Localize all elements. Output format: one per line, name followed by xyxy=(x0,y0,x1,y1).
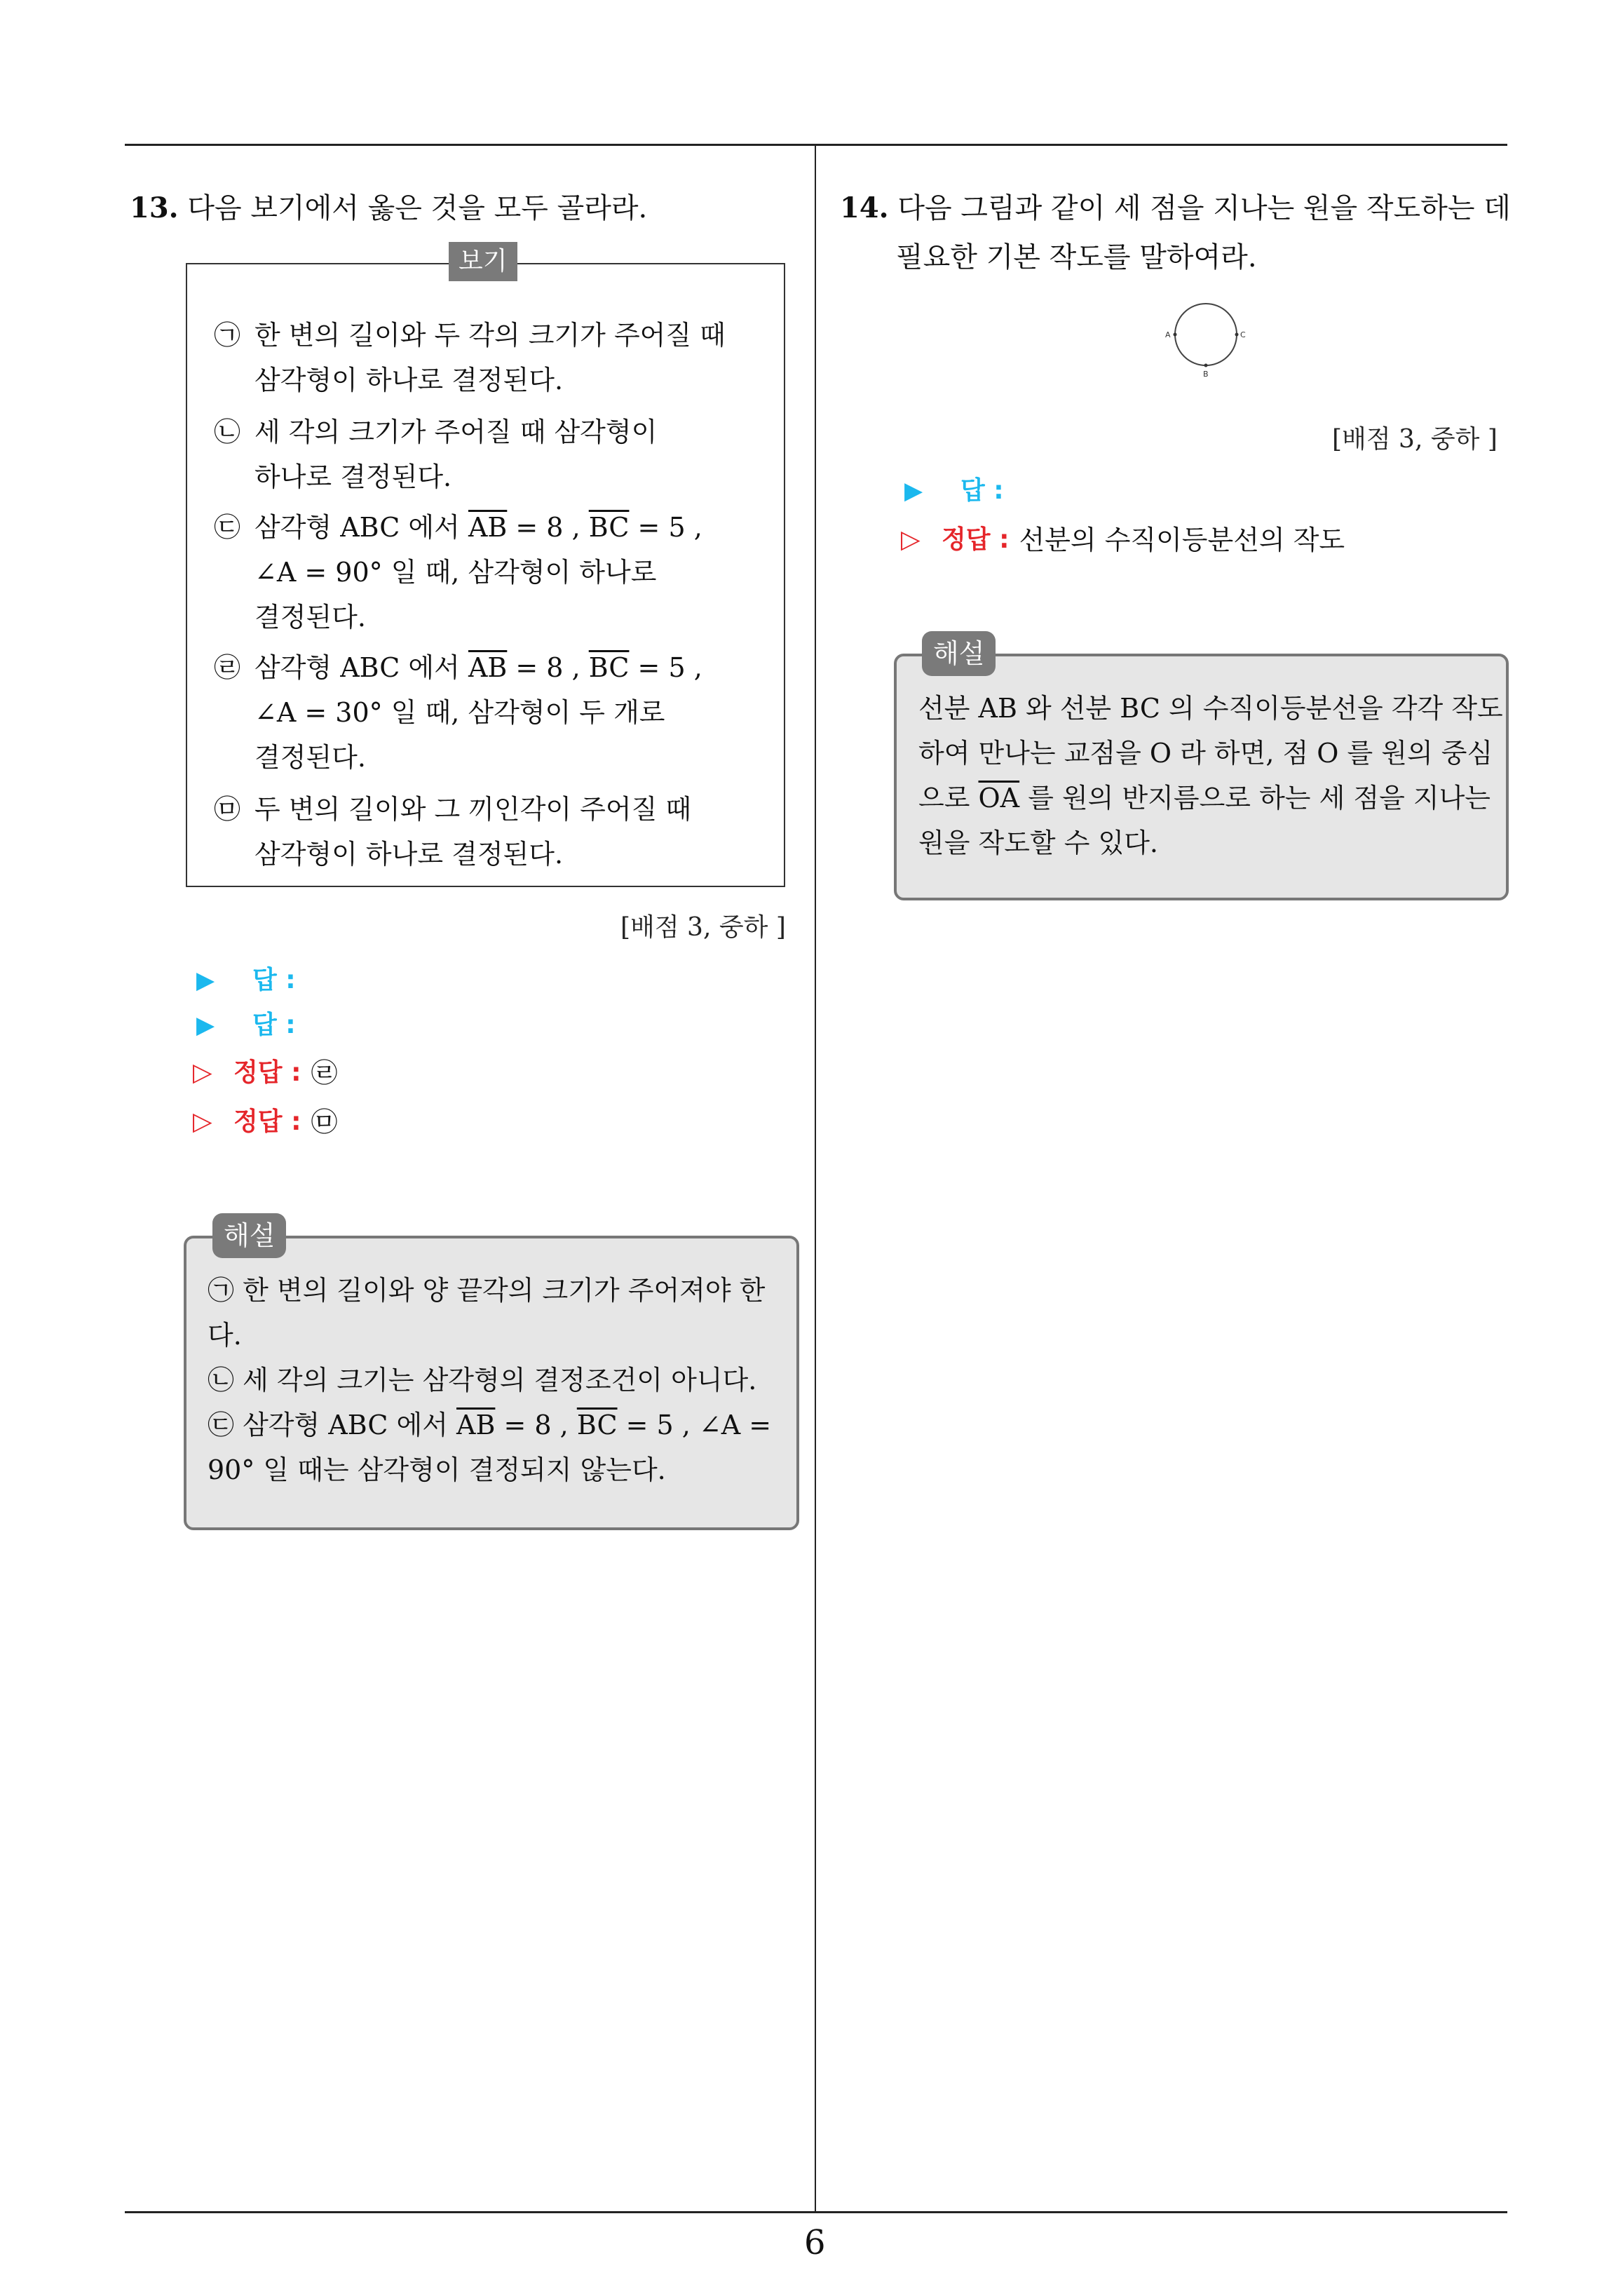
explanation-label: 해설 xyxy=(212,1213,286,1258)
outline-arrow-icon: ▷ xyxy=(901,525,921,554)
explanation-line: 하여 만나는 교점을 O 라 하면, 점 O 를 원의 중심 xyxy=(918,738,1493,769)
correct-answer-row-2 xyxy=(193,1101,338,1143)
explanation-fragment: 를 원의 반지름으로 하는 세 점을 지나는 xyxy=(1019,783,1490,813)
item-text: 결정된다. xyxy=(254,742,366,773)
answer-row-14 xyxy=(904,470,1004,512)
explanation-fragment: = 8 , xyxy=(495,1410,577,1440)
explanation-fragment: ㉢ 삼각형 ABC 에서 xyxy=(208,1410,457,1440)
item-text: 하나로 결정된다. xyxy=(254,461,452,492)
point-a xyxy=(1174,333,1177,337)
point-b xyxy=(1204,364,1208,367)
answer-label: 답 : xyxy=(960,476,1004,505)
point-b-label: B xyxy=(1203,370,1209,379)
question-14-title xyxy=(840,184,1511,282)
circle-figure xyxy=(1157,291,1255,382)
point-a-label: A xyxy=(1165,330,1171,339)
segment-bc: $\overline{BC}$ xyxy=(588,652,630,683)
score-13: [배점 3, 중하 ] xyxy=(620,913,786,942)
point-c xyxy=(1235,333,1239,337)
bottom-rule xyxy=(125,2211,1507,2213)
item-mark: ㉢ xyxy=(214,512,241,543)
item-mark: ㉣ xyxy=(214,652,241,683)
correct-label: 정답 : xyxy=(233,1058,301,1087)
answer-row-2 xyxy=(196,1004,296,1046)
explanation-line xyxy=(918,776,1503,821)
correct-label: 정답 : xyxy=(942,525,1010,554)
correct-value: ㉤ xyxy=(311,1107,338,1137)
explanation-label: 해설 xyxy=(922,631,996,676)
question-text: 필요한 기본 작도를 말하여라. xyxy=(896,241,1257,274)
item-text: ∠A = 30° 일 때, 삼각형이 두 개로 xyxy=(254,697,665,728)
top-rule xyxy=(125,144,1507,146)
question-text: 다음 그림과 같이 세 점을 지나는 원을 작도하는 데 xyxy=(897,192,1511,224)
item-text: = 5 , xyxy=(629,652,702,683)
explanation-line: 다. xyxy=(208,1320,242,1351)
item-text: 결정된다. xyxy=(254,602,366,633)
bogi-item-3 xyxy=(214,505,702,640)
correct-value: 선분의 수직이등분선의 작도 xyxy=(1019,525,1345,555)
explanation-line: ㉡ 세 각의 크기는 삼각형의 결정조건이 아니다. xyxy=(208,1365,757,1396)
question-number: 13. xyxy=(130,191,179,224)
play-arrow-icon: ▶ xyxy=(196,966,215,994)
item-text: 두 변의 길이와 그 끼인각이 주어질 때 xyxy=(254,794,692,825)
item-text: 삼각형 ABC 에서 xyxy=(254,652,468,683)
page-number: 6 xyxy=(804,2223,826,2262)
bogi-label: 보기 xyxy=(449,242,517,281)
column-divider xyxy=(815,144,816,2213)
segment-ab: $\overline{AB}$ xyxy=(468,512,508,543)
item-text: 삼각형이 하나로 결정된다. xyxy=(254,839,564,870)
segment-ab: $\overline{AB}$ xyxy=(468,652,508,683)
play-arrow-icon: ▶ xyxy=(196,1011,215,1039)
explanation-fragment: = 5 , ∠A = xyxy=(617,1410,772,1440)
item-mark: ㉠ xyxy=(214,320,241,351)
segment-oa: $\overline{OA}$ xyxy=(978,783,1020,813)
segment-bc: $\overline{BC}$ xyxy=(576,1410,618,1440)
explanation-text-14 xyxy=(918,686,1503,865)
question-13-title xyxy=(130,184,647,233)
outline-arrow-icon: ▷ xyxy=(193,1058,212,1087)
explanation-line: 원을 작도할 수 있다. xyxy=(918,828,1158,858)
segment-ab: $\overline{AB}$ xyxy=(456,1410,496,1440)
bogi-item-5 xyxy=(214,787,691,877)
item-text: = 8 , xyxy=(507,512,589,543)
question-text: 다음 보기에서 옳은 것을 모두 골라라. xyxy=(187,192,648,224)
bogi-item-1 xyxy=(214,313,726,403)
explanation-line: ㉠ 한 변의 길이와 양 끝각의 크기가 주어져야 한 xyxy=(208,1275,766,1306)
item-text: ∠A = 90° 일 때, 삼각형이 하나로 xyxy=(254,557,657,588)
answer-label: 답 : xyxy=(252,1011,296,1039)
explanation-line: 선분 AB 와 선분 BC 의 수직이등분선을 각각 작도 xyxy=(918,693,1503,724)
question-number: 14. xyxy=(840,191,889,224)
answer-label: 답 : xyxy=(252,966,296,994)
explanation-text-13 xyxy=(208,1268,771,1492)
item-mark: ㉤ xyxy=(214,794,241,825)
item-text: = 5 , xyxy=(629,512,702,543)
play-arrow-icon: ▶ xyxy=(904,477,923,505)
correct-answer-row-14 xyxy=(901,519,1345,561)
outline-arrow-icon: ▷ xyxy=(193,1107,212,1136)
correct-label: 정답 : xyxy=(233,1107,301,1136)
explanation-line xyxy=(208,1403,771,1447)
correct-answer-row-1 xyxy=(193,1052,338,1094)
item-text: 한 변의 길이와 두 각의 크기가 주어질 때 xyxy=(254,320,726,351)
item-mark: ㉡ xyxy=(214,417,241,447)
item-text: 삼각형이 하나로 결정된다. xyxy=(254,365,564,396)
item-text: = 8 , xyxy=(507,652,589,683)
segment-bc: $\overline{BC}$ xyxy=(588,512,630,543)
item-text: 삼각형 ABC 에서 xyxy=(254,512,468,543)
answer-row-1 xyxy=(196,959,296,1001)
point-c-label: C xyxy=(1240,330,1246,339)
explanation-line: 90° 일 때는 삼각형이 결정되지 않는다. xyxy=(208,1454,666,1485)
explanation-fragment: 으로 xyxy=(918,783,979,813)
score-14: [배점 3, 중하 ] xyxy=(1332,425,1498,454)
item-text: 세 각의 크기가 주어질 때 삼각형이 xyxy=(254,417,658,447)
bogi-item-4 xyxy=(214,645,702,780)
circle-outline xyxy=(1175,304,1237,365)
bogi-item-2 xyxy=(214,410,657,499)
correct-value: ㉣ xyxy=(311,1058,338,1088)
